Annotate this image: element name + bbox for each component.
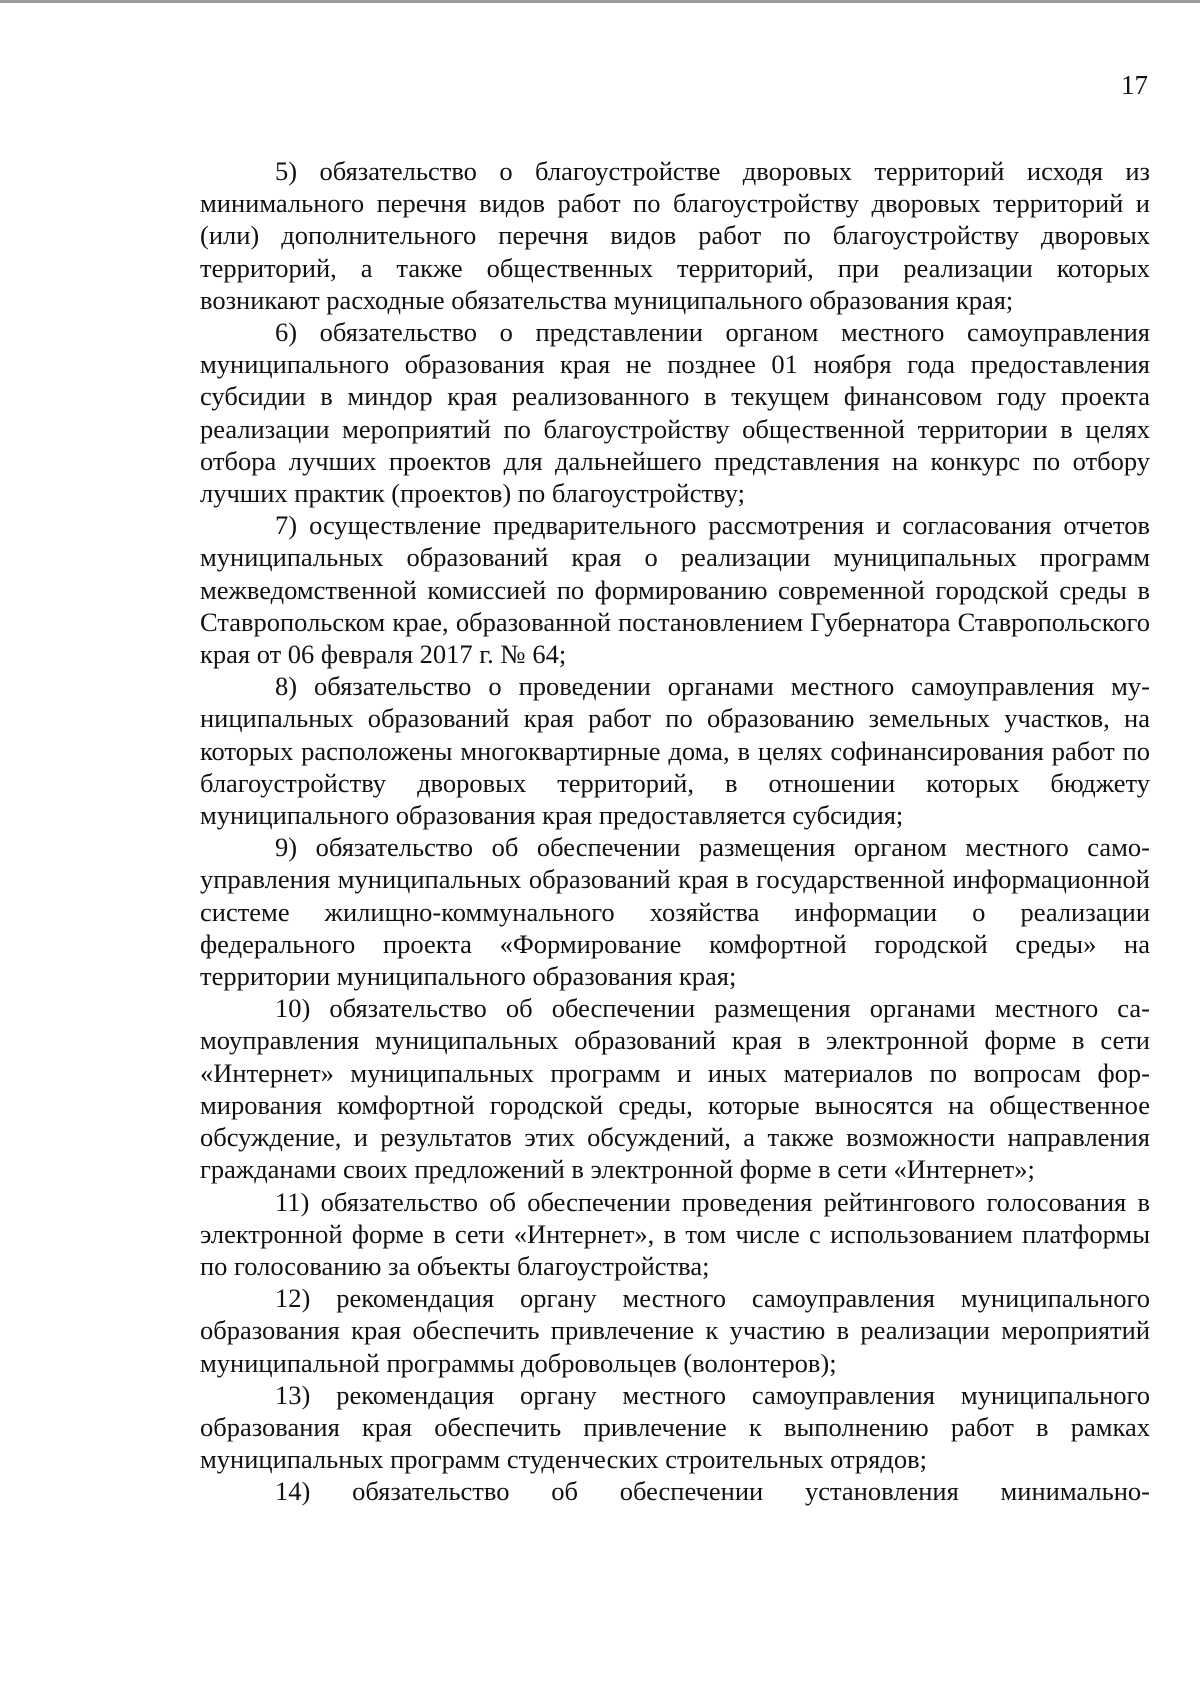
list-item-5: 5) обязательство о благоустройстве дворовых территорий исходя из минимального перечня видов работ по благоустройству дворовых территорий и (или) дополнительного перечня видов работ по благоустройству дворовых территорий, а также общественных территорий, при реализации которых возникают расходные обязательства муниципального образования края;: [200, 156, 1150, 315]
list-item-10: 10) обязательство об обеспечении размещения органами местного самоуправления муниципальных образований края в электронной форме в сети «Интернет» муниципальных программ и иных материалов по вопросам формирования комфортной городской среды, которые выносятся на общественное обсуждение, и результатов этих обсуждений, а также возможности направления гражданами своих предложений в электронной форме в сети «Интернет»;: [200, 993, 1150, 1185]
list-item-9: 9) обязательство об обеспечении размещения органом местного самоуправления муниципальных образований края в государственной информационной системе жилищно-коммунального хозяйства информации о реализации федерального проекта «Формирование комфортной городской среды» на территории муниципального образования края;: [200, 832, 1150, 992]
list-item-7: 7) осуществление предварительного рассмотрения и согласования отчетов муниципальных образований края о реализации муниципальных программ межведомственной комиссией по формированию современной городской среды в Ставропольском крае, образованной постановлением Губернатора Ставропольского края от 06 февраля 2017 г. № 64;: [200, 510, 1150, 670]
list-item-6: 6) обязательство о представлении органом местного самоуправления муниципального образования края не позднее 01 ноября года предоставления субсидии в миндор края реализованного в текущем финансовом году проекта реализации мероприятий по благоустройству общественной территории в целях отбора лучших проектов для дальнейшего представления на конкурс по отбору лучших практик (проектов) по благоустройству;: [200, 317, 1150, 509]
list-item-13: 13) рекомендация органу местного самоуправления муниципального образования края обеспечить привлечение к выполнению работ в рамках муниципальных программ студенческих строительных отрядов;: [200, 1379, 1150, 1475]
scan-top-edge: [0, 0, 1200, 3]
document-body: [200, 155, 1150, 1508]
list-item-12: 12) рекомендация органу местного самоуправления муниципального образования края обеспечить привлечение к участию в реализации мероприятий муниципальной программы добровольцев (волонтеров);: [200, 1283, 1150, 1378]
page-number: 17: [1121, 70, 1148, 100]
list-item-8: 8) обязательство о проведении органами местного самоуправления муниципальных образований края работ по образованию земельных участков, на которых расположены многоквартирные дома, в целях софинансирования работ по благоустройству дворовых территорий, в отношении которых бюджету муниципального образования края предоставляется субсидия;: [200, 671, 1150, 831]
list-item-14: 14) обязательство об обеспечении установления минимально-: [275, 1476, 1150, 1507]
list-item-11: 11) обязательство об обеспечении проведения рейтингового голосования в электронной форме в сети «Интернет», в том числе с использованием платформы по голосованию за объекты благоустройства;: [200, 1186, 1150, 1281]
